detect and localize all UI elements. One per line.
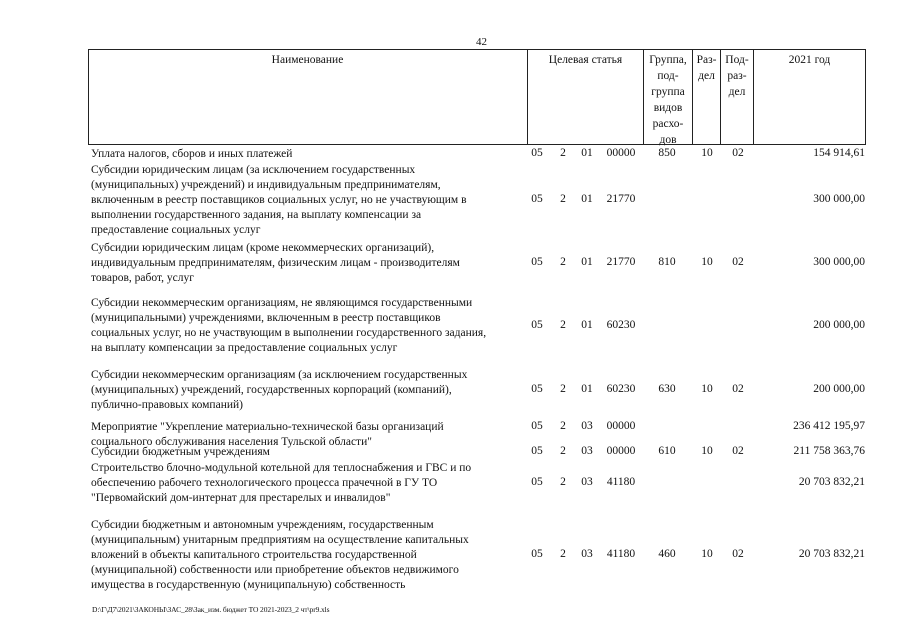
row-name: [91, 163, 523, 238]
row-name-line: Мероприятие "Укрепление материально-технической базы организаций: [91, 421, 444, 433]
row-name-line: Субсидии бюджетным и автономным учреждениям, государственным: [91, 519, 434, 531]
row-cell-group: 610: [658, 445, 676, 457]
row-cell-c4: 60230: [606, 319, 636, 331]
row-cell-c4: 41180: [606, 476, 636, 488]
row-cell-subsection: 02: [732, 147, 744, 159]
row-cell-c2: 2: [560, 476, 566, 488]
row-cell-c1: 05: [531, 319, 543, 331]
row-cell-c4: 60230: [606, 383, 636, 395]
row-cell-c1: 05: [531, 193, 543, 205]
header-group-line: видов: [653, 102, 683, 114]
row-name: [91, 461, 523, 506]
row-cell-c3: 01: [581, 147, 593, 159]
header-group-line: Группа,: [649, 54, 687, 66]
row-amount: 200 000,00: [813, 383, 865, 395]
row-name-line: "Первомайский дом-интернат для престарелых и инвалидов": [91, 492, 391, 504]
row-cell-subsection: 02: [732, 256, 744, 268]
table-row: [0, 461, 905, 506]
row-cell-c3: 01: [581, 319, 593, 331]
header-group-line: расхо-: [652, 118, 684, 130]
row-name-line: обеспечению рабочего технологического процесса прачечной в ГУ ТО: [91, 477, 438, 489]
row-amount: 236 412 195,97: [793, 420, 865, 432]
table-row: [0, 445, 905, 460]
row-cell-c4: 41180: [606, 548, 636, 560]
row-cell-group: 850: [658, 147, 676, 159]
row-cell-c1: 05: [531, 476, 543, 488]
row-cell-c3: 03: [581, 420, 593, 432]
row-amount: 154 914,61: [813, 147, 865, 159]
row-name-line: (муниципальных) учреждений) и индивидуальным предпринимателям,: [91, 179, 441, 191]
header-right-border: [865, 49, 866, 145]
row-cell-section: 10: [701, 256, 713, 268]
row-name-line: Субсидии юридическим лицам (кроме некоммерческих организаций),: [91, 242, 435, 254]
row-name-line: вложений в объекты капитального строительства государственной: [91, 549, 417, 561]
row-cell-c2: 2: [560, 147, 566, 159]
row-cell-section: 10: [701, 147, 713, 159]
row-cell-c2: 2: [560, 193, 566, 205]
row-name-line: индивидуальным предпринимателям, физическим лицам - производителям: [91, 257, 460, 269]
file-path-footer: D:\Г\Д7\2021\ЗАКОНЫ\ЗАС_28\Зак_изм. бюджет ТО 2021-2023_2 чт\pr9.xls: [92, 605, 330, 614]
row-cell-c2: 2: [560, 420, 566, 432]
row-cell-c1: 05: [531, 445, 543, 457]
header-year: 2021 год: [788, 54, 831, 66]
row-name-line: включенным в реестр поставщиков социальных услуг, но не участвующим в: [91, 194, 467, 206]
row-cell-section: 10: [701, 548, 713, 560]
row-cell-c3: 03: [581, 445, 593, 457]
row-cell-c3: 03: [581, 548, 593, 560]
row-cell-c3: 03: [581, 476, 593, 488]
table-row: [0, 147, 905, 162]
row-name-line: (муниципальным) унитарным предприятиям на осуществление капитальных: [91, 534, 469, 546]
row-amount: 211 758 363,76: [793, 445, 865, 457]
row-name-line: (муниципальной) собственности или приобретение объектов недвижимого: [91, 564, 459, 576]
table-row: [0, 368, 905, 413]
row-name-line: Субсидии юридическим лицам (за исключением государственных: [91, 164, 416, 176]
row-cell-c1: 05: [531, 147, 543, 159]
row-name: [91, 518, 523, 593]
header-top-border: [88, 49, 866, 50]
row-cell-group: 630: [658, 383, 676, 395]
header-group-line: под-: [657, 70, 679, 82]
row-name-line: Субсидии бюджетным учреждениям: [91, 446, 270, 458]
header-section-line: Раз-: [696, 54, 717, 66]
row-cell-c4: 21770: [606, 193, 636, 205]
header-subsection-line: Под-: [725, 54, 749, 66]
row-cell-c2: 2: [560, 319, 566, 331]
row-cell-c3: 01: [581, 193, 593, 205]
table-row: [0, 518, 905, 593]
header-section: [693, 52, 720, 84]
row-amount: 20 703 832,21: [798, 476, 865, 488]
row-name-line: публично-правовых компаний): [91, 399, 243, 411]
row-name: [91, 296, 523, 356]
row-name-line: Уплата налогов, сборов и иных платежей: [91, 148, 293, 160]
header-group-line: группа: [651, 86, 685, 98]
row-cell-c1: 05: [531, 548, 543, 560]
row-cell-c2: 2: [560, 256, 566, 268]
row-amount: 300 000,00: [813, 256, 865, 268]
row-cell-c4: 00000: [606, 445, 636, 457]
row-name: [91, 241, 523, 286]
row-amount: 300 000,00: [813, 193, 865, 205]
table-row: [0, 296, 905, 356]
row-cell-subsection: 02: [732, 383, 744, 395]
header-subsection: [721, 52, 753, 100]
row-name: [91, 147, 523, 162]
row-name-line: на выплату компенсации за предоставление социальных услуг: [91, 342, 398, 354]
table-row: [0, 241, 905, 286]
row-amount: 200 000,00: [813, 319, 865, 331]
row-cell-group: 810: [658, 256, 676, 268]
header-group: [644, 52, 692, 148]
page-number: 42: [476, 36, 487, 48]
row-cell-c4: 21770: [606, 256, 636, 268]
row-cell-c2: 2: [560, 383, 566, 395]
row-cell-c3: 01: [581, 256, 593, 268]
row-name-line: Субсидии некоммерческим организациям, не являющимся государственными: [91, 297, 473, 309]
row-cell-subsection: 02: [732, 548, 744, 560]
row-amount: 20 703 832,21: [798, 548, 865, 560]
row-name: [91, 368, 523, 413]
row-name: [91, 445, 523, 460]
row-name-line: товаров, работ, услуг: [91, 272, 194, 284]
header-target-article: Целевая статья: [548, 54, 623, 66]
row-cell-c3: 01: [581, 383, 593, 395]
row-cell-c2: 2: [560, 445, 566, 457]
table-row: [0, 163, 905, 238]
row-cell-c4: 00000: [606, 420, 636, 432]
row-cell-c1: 05: [531, 383, 543, 395]
header-bottom-border: [88, 144, 866, 145]
row-cell-subsection: 02: [732, 445, 744, 457]
row-cell-section: 10: [701, 383, 713, 395]
header-subsection-line: дел: [728, 86, 746, 98]
row-cell-c2: 2: [560, 548, 566, 560]
row-name-line: социальных услуг, но не участвующим в выполнении государственного задания,: [91, 327, 487, 339]
row-cell-section: 10: [701, 445, 713, 457]
row-name-line: выполнении государственного задания, на выплату компенсации за: [91, 209, 422, 221]
row-cell-group: 460: [658, 548, 676, 560]
header-section-line: дел: [698, 70, 715, 82]
row-cell-c1: 05: [531, 420, 543, 432]
header-name: Наименование: [271, 54, 344, 66]
row-cell-c4: 00000: [606, 147, 636, 159]
row-name-line: Субсидии некоммерческим организациям (за исключением государственных: [91, 369, 468, 381]
row-name-line: (муниципальными) учреждениями, включенным в реестр поставщиков: [91, 312, 441, 324]
row-name-line: предоставление социальных услуг: [91, 224, 261, 236]
row-cell-c1: 05: [531, 256, 543, 268]
header-group-line: дов: [659, 134, 677, 146]
row-name-line: имущества в государственную (муниципальную) собственность: [91, 579, 406, 591]
header-subsection-line: раз-: [727, 70, 747, 82]
row-name-line: (муниципальных) учреждений, государственных корпораций (компаний),: [91, 384, 452, 396]
row-name-line: Строительство блочно-модульной котельной для теплоснабжения и ГВС и по: [91, 462, 472, 474]
row-name-line: социального обслуживания населения Тульской области": [91, 436, 372, 448]
